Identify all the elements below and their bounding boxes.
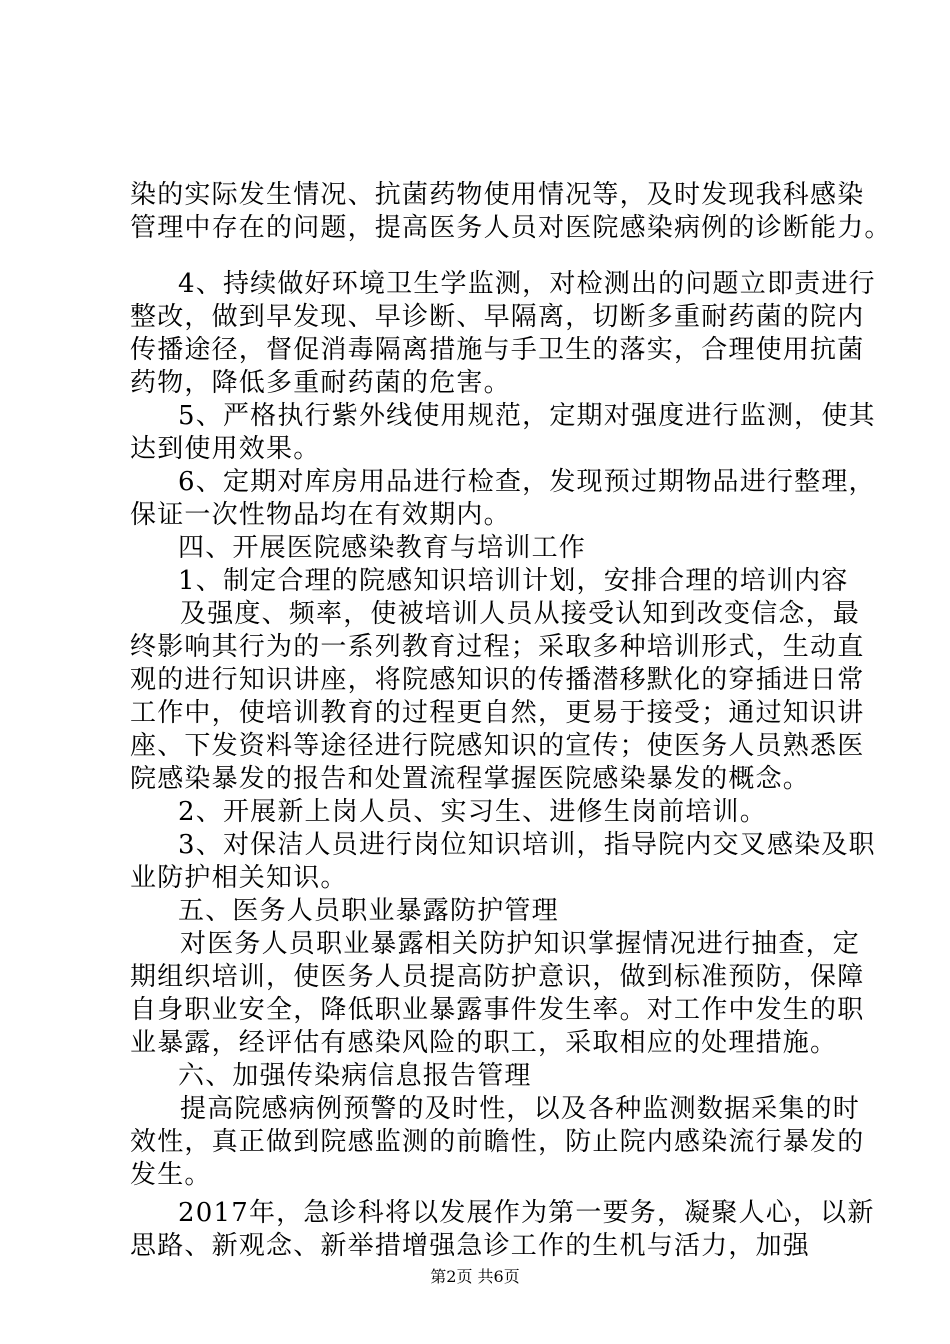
text-line: 终影响其行为的一系列教育过程；采取多种培训形式，生动直: [130, 632, 865, 662]
text-line: 座、下发资料等途径进行院感知识的宣传；使医务人员熟悉医: [130, 731, 865, 761]
section-heading: 五、医务人员职业暴露防护管理: [178, 896, 559, 926]
text-line: 药物，降低多重耐药菌的危害。: [130, 368, 511, 398]
section-heading: 六、加强传染病信息报告管理: [178, 1061, 532, 1091]
text-line: 观的进行知识讲座，将院感知识的传播潜移默化的穿插进日常: [130, 665, 865, 695]
text-line: 对医务人员职业暴露相关防护知识掌握情况进行抽查，定: [180, 929, 861, 959]
text-line: 提高院感病例预警的及时性，以及各种监测数据采集的时: [180, 1094, 861, 1124]
text-line: 5、严格执行紫外线使用规范，定期对强度进行监测，使其: [178, 401, 876, 431]
text-line: 业暴露，经评估有感染风险的职工，采取相应的处理措施。: [130, 1028, 838, 1058]
text-line: 3、对保洁人员进行岗位知识培训，指导院内交叉感染及职: [178, 830, 876, 860]
text-line: 自身职业安全，降低职业暴露事件发生率。对工作中发生的职: [130, 995, 865, 1025]
text-line: 工作中，使培训教育的过程更自然，更易于接受；通过知识讲: [130, 698, 865, 728]
text-line: 2、开展新上岗人员、实习生、进修生岗前培训。: [178, 797, 767, 827]
text-line: 管理中存在的问题，提高医务人员对医院感染病例的诊断能力。: [130, 213, 892, 243]
text-line: 1、制定合理的院感知识培训计划，安排合理的培训内容: [178, 566, 849, 596]
text-line: 整改，做到早发现、早诊断、早隔离，切断多重耐药菌的院内: [130, 302, 865, 332]
text-line: 及强度、频率，使被培训人员从接受认知到改变信念，最: [180, 599, 861, 629]
text-line: 4、持续做好环境卫生学监测，对检测出的问题立即责进行: [178, 269, 876, 299]
text-line: 发生。: [130, 1160, 212, 1190]
text-line: 达到使用效果。: [130, 434, 321, 464]
text-line: 效性，真正做到院感监测的前瞻性，防止院内感染流行暴发的: [130, 1127, 865, 1157]
text-line: 染的实际发生情况、抗菌药物使用情况等，及时发现我科感染: [130, 180, 865, 210]
text-line: 保证一次性物品均在有效期内。: [130, 500, 511, 530]
text-line: 院感染暴发的报告和处置流程掌握医院感染暴发的概念。: [130, 764, 811, 794]
text-line: 6、定期对库房用品进行检查，发现预过期物品进行整理，: [178, 467, 876, 497]
text-line: 期组织培训，使医务人员提高防护意识，做到标准预防，保障: [130, 962, 865, 992]
text-line: 传播途径，督促消毒隔离措施与手卫生的落实，合理使用抗菌: [130, 335, 865, 365]
text-line: 思路、新观念、新举措增强急诊工作的生机与活力，加强: [130, 1231, 811, 1261]
section-heading: 四、开展医院感染教育与培训工作: [178, 533, 587, 563]
text-line: 2017年，急诊科将以发展作为第一要务，凝聚人心，以新: [178, 1198, 875, 1228]
text-line: 业防护相关知识。: [130, 863, 348, 893]
page-number-footer: 第2页 共6页: [430, 1267, 520, 1286]
